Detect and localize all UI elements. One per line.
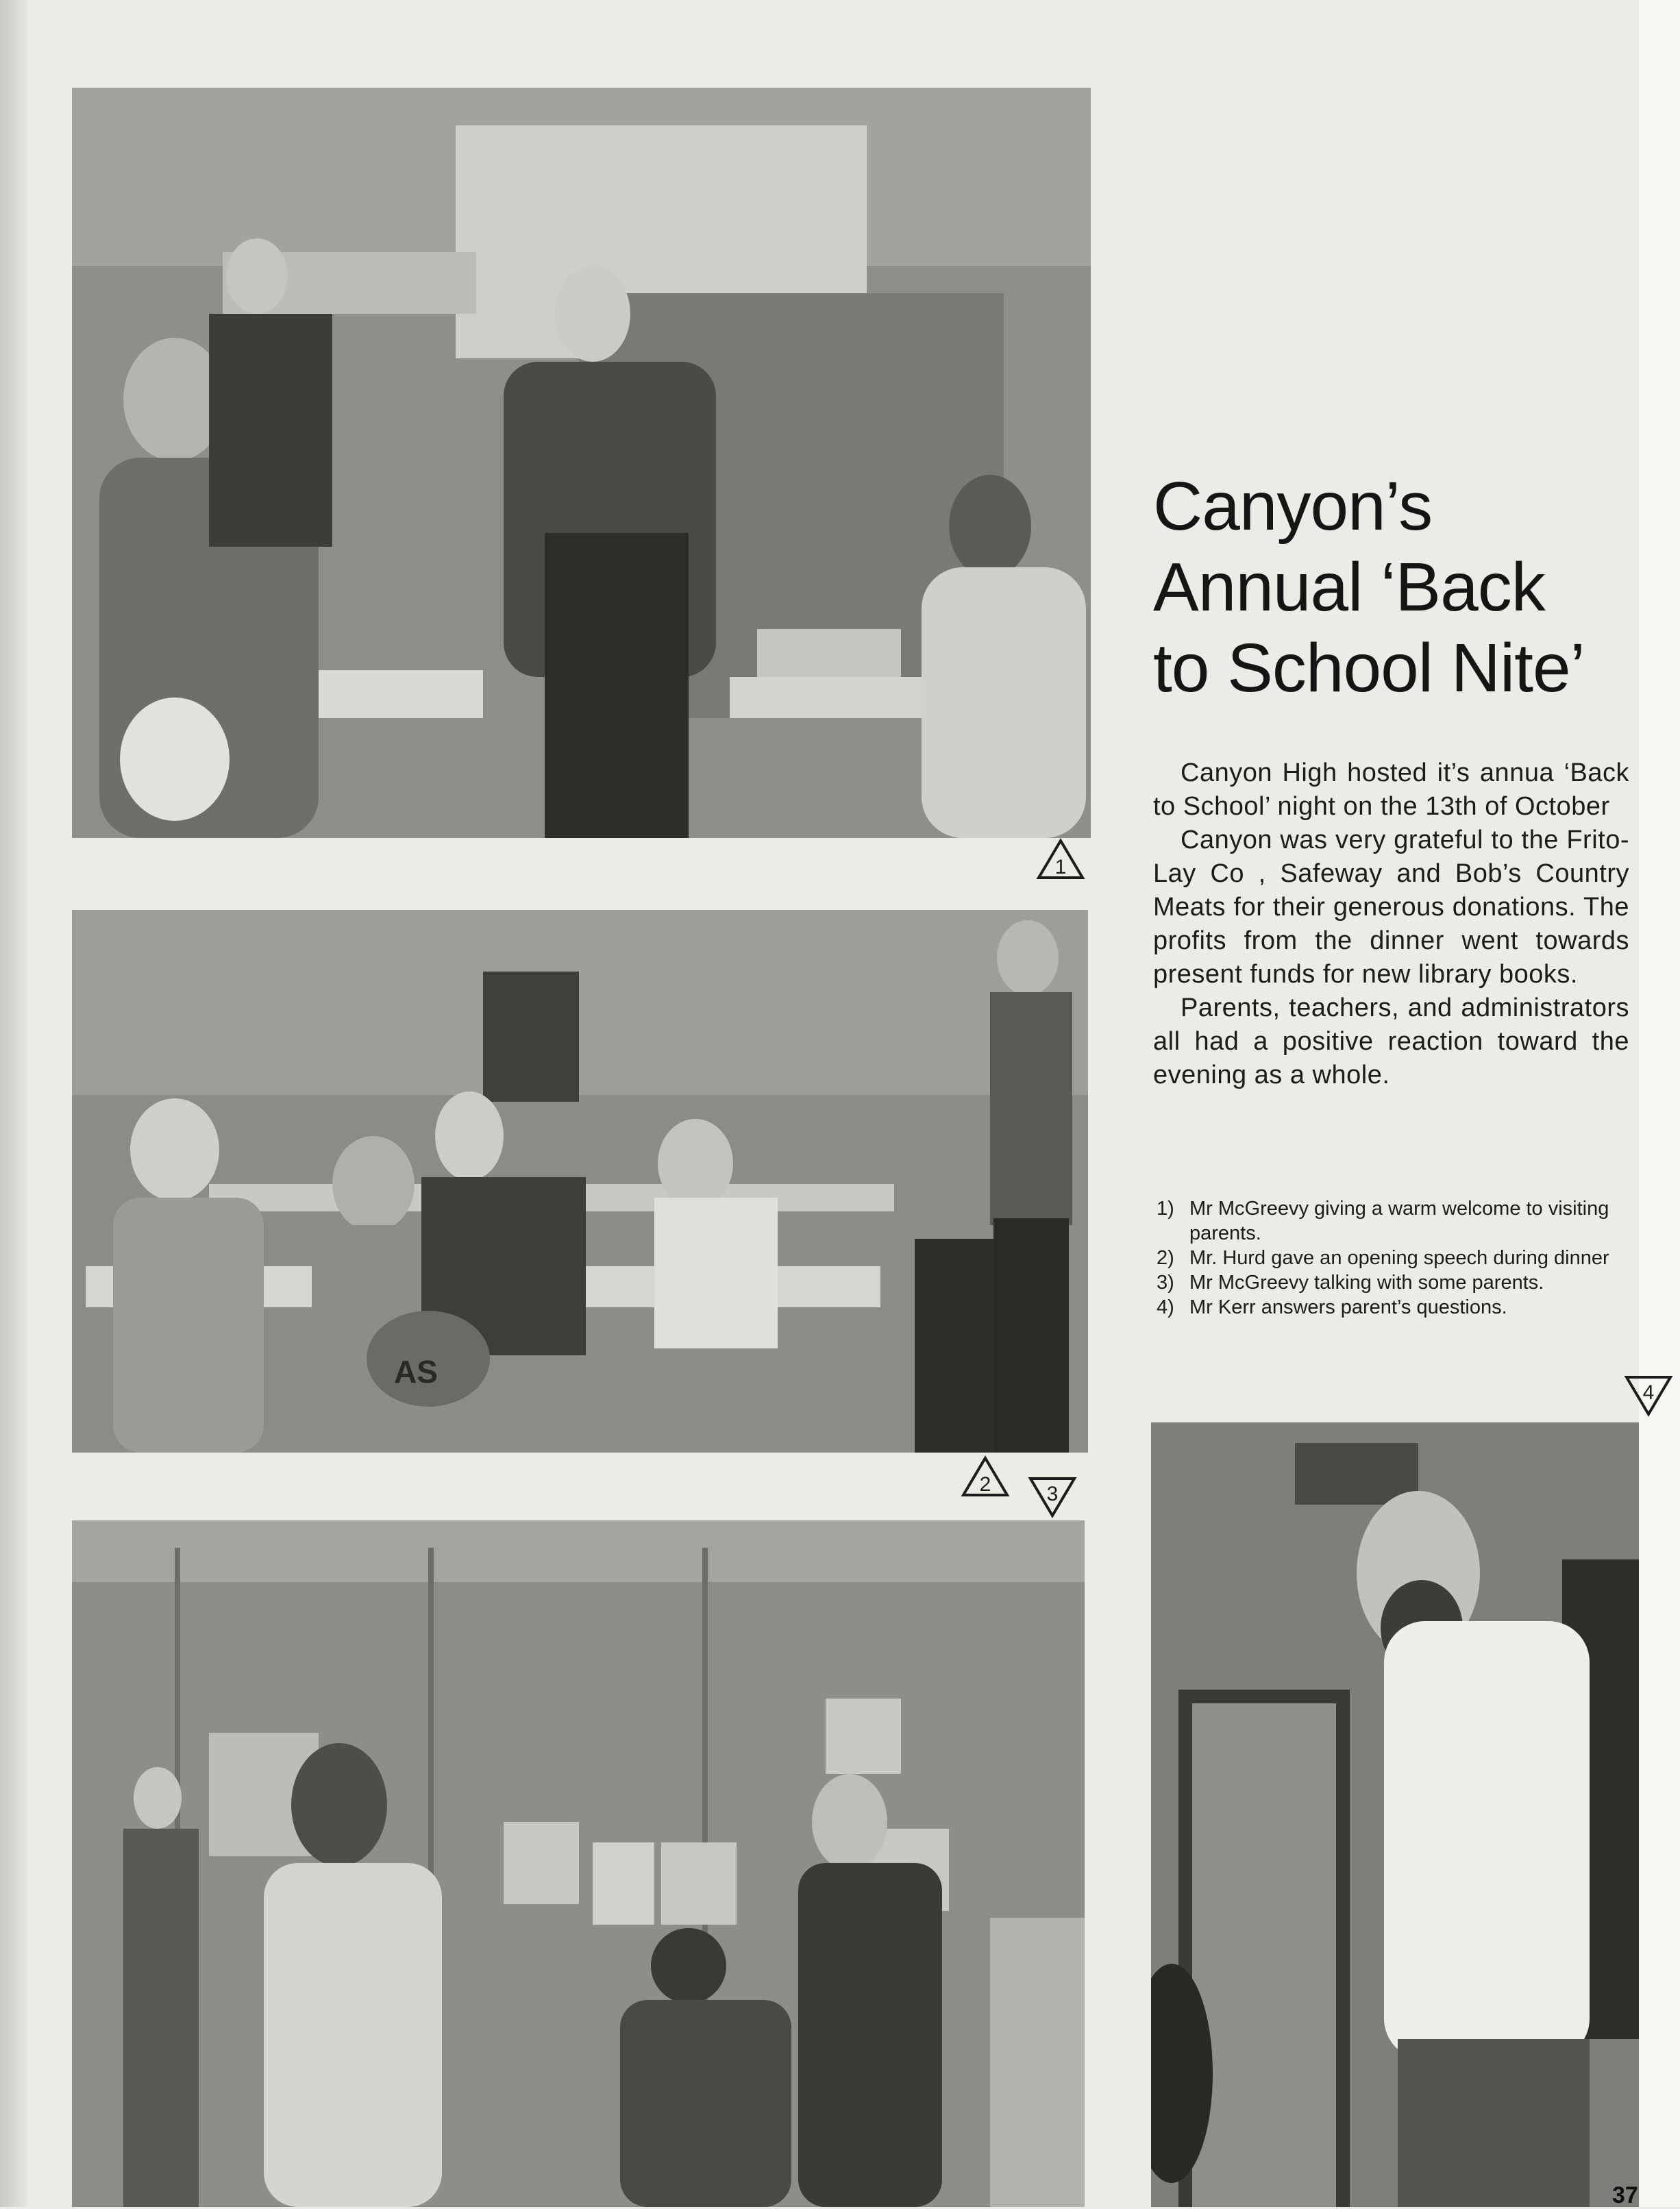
caption-text: Mr. Hurd gave an opening speech during dinner (1189, 1247, 1609, 1269)
article-paragraph: Canyon High hosted it’s annua ‘Back to School’ night on the 13th of October (1153, 758, 1629, 821)
page-edge (1639, 0, 1680, 2207)
svg-text:2: 2 (979, 1473, 991, 1496)
photo-welcome-parents (72, 88, 1091, 838)
caption-text: Mr McGreevy talking with some parents. (1189, 1272, 1544, 1294)
photo-marker-3 (1028, 1474, 1077, 1518)
svg-text:AS: AS (394, 1354, 438, 1390)
caption-number: 2) (1157, 1247, 1174, 1269)
caption-number: 4) (1157, 1296, 1174, 1318)
caption-number: 3) (1157, 1272, 1174, 1294)
photo-marker-2 (961, 1455, 1010, 1499)
svg-text:4: 4 (1642, 1381, 1655, 1404)
caption-item (1157, 1295, 1636, 1320)
article-headline (1153, 466, 1633, 708)
caption-text: Mr Kerr answers parent’s questions. (1189, 1296, 1507, 1318)
headline-line-1: Canyon’s (1153, 468, 1433, 545)
page-binding-shadow (0, 0, 27, 2207)
article-paragraph: Parents, teachers, and administrators all had a positive reaction toward the evening as a whole. (1153, 994, 1629, 1089)
photo-dinner-speech (72, 910, 1088, 1453)
caption-item (1157, 1196, 1636, 1246)
photo-answering-questions (1151, 1422, 1639, 2207)
headline-line-2: Annual ‘Back (1153, 549, 1545, 626)
svg-text:1: 1 (1054, 856, 1067, 878)
caption-item (1157, 1246, 1636, 1270)
page-number: 37 (1612, 2182, 1638, 2208)
caption-number: 1) (1157, 1198, 1174, 1220)
article-body (1153, 756, 1629, 1092)
photo-marker-4 (1624, 1373, 1673, 1417)
photo-captions (1157, 1196, 1636, 1320)
caption-item (1157, 1270, 1636, 1295)
svg-text:3: 3 (1046, 1483, 1059, 1505)
photo-marker-1 (1036, 838, 1085, 882)
caption-text: Mr McGreevy giving a warm welcome to visiting parents. (1189, 1198, 1609, 1244)
headline-line-3: to School Nite’ (1153, 630, 1585, 706)
photo-talking-with-parents (72, 1520, 1085, 2207)
article-paragraph: Canyon was very grateful to the Frito-Lay Co , Safeway and Bob’s Country Meats for their generous donations. The profits from the dinner went towards present funds for new library books. (1153, 826, 1629, 989)
